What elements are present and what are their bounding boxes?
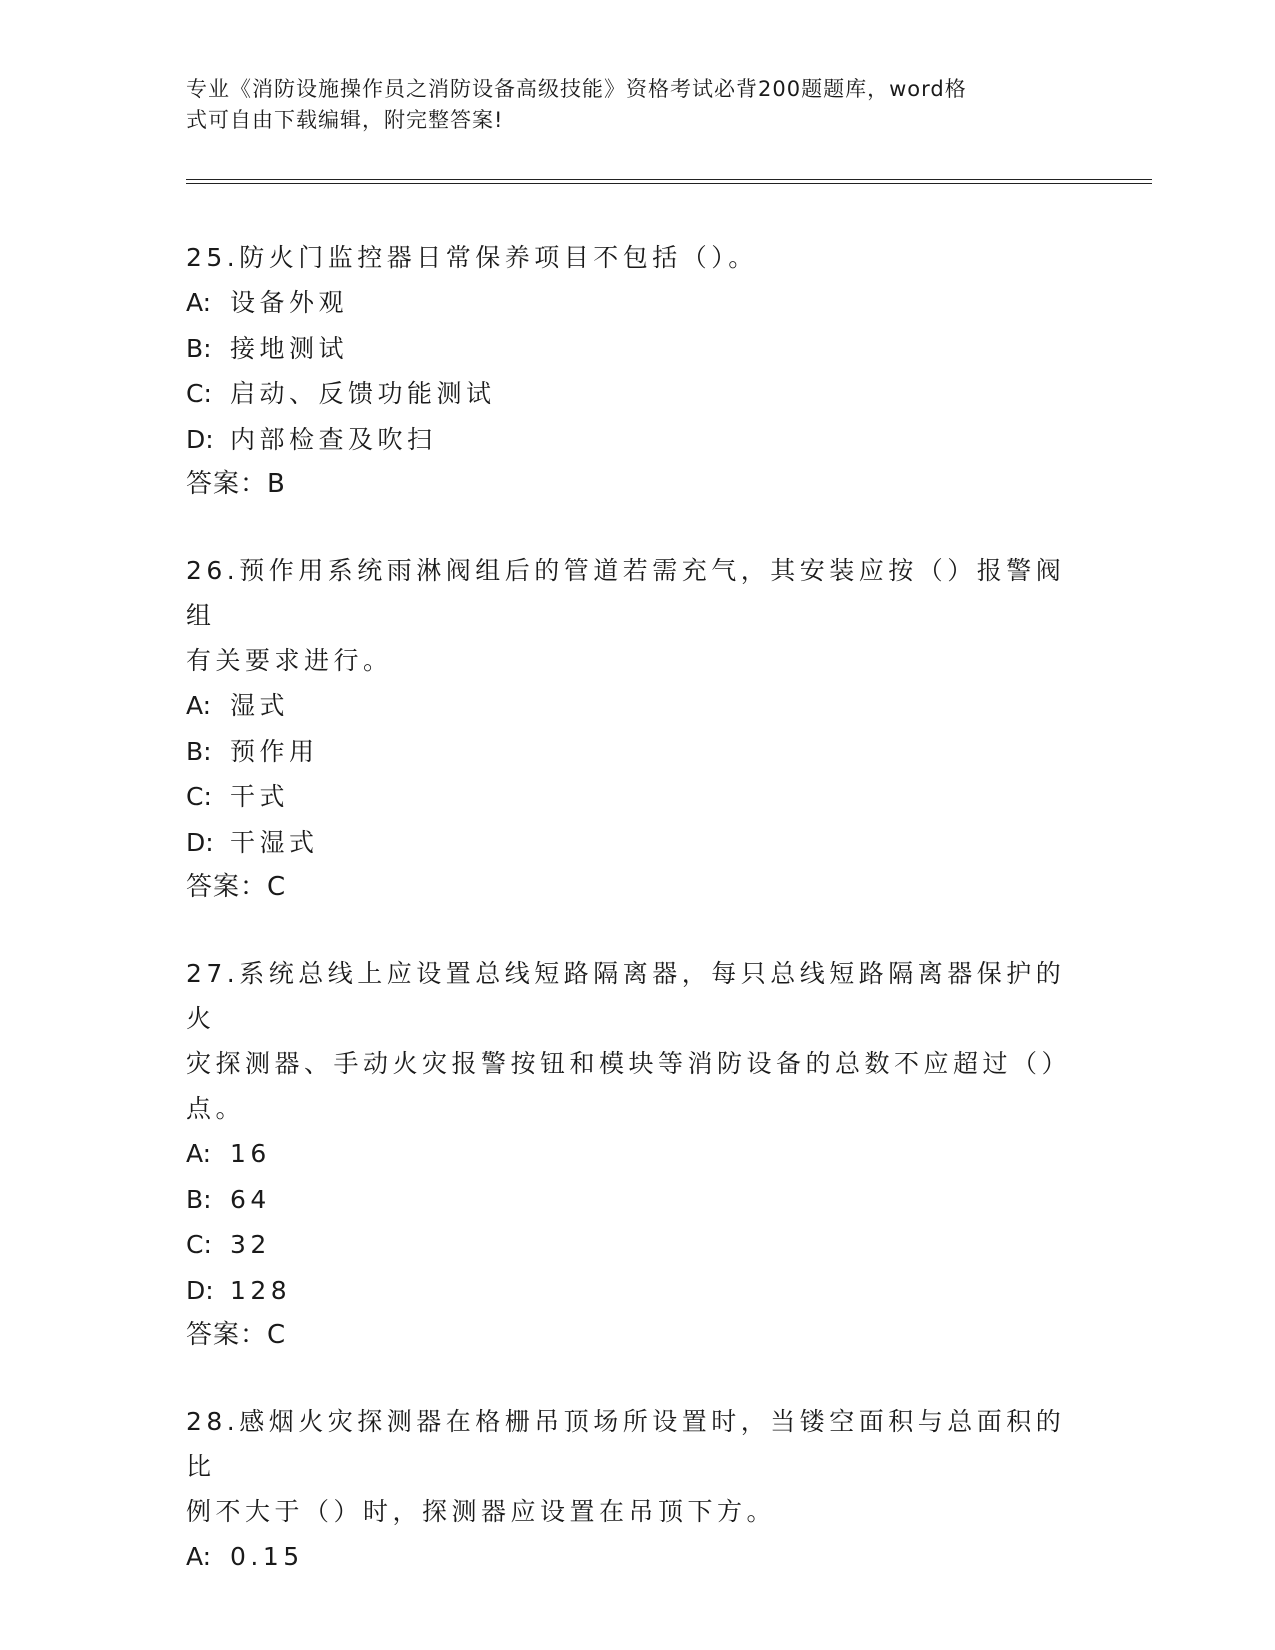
- option-key: A:: [186, 1139, 212, 1168]
- answer-line: 答案：B: [186, 469, 286, 499]
- document-header: [186, 74, 1086, 136]
- question-spacer: [186, 909, 1086, 951]
- question-stem-line: 有关要求进行。: [186, 646, 393, 675]
- option-a: [186, 683, 1086, 729]
- option-a: [186, 280, 1086, 326]
- option-text: 128: [230, 1275, 292, 1305]
- option-text: 64: [230, 1184, 271, 1214]
- option-text: 干式: [230, 782, 290, 811]
- option-key: D:: [186, 827, 214, 857]
- option-c: [186, 774, 1086, 820]
- option-text: 湿式: [230, 691, 290, 720]
- question-spacer: [186, 506, 1086, 548]
- option-key: A:: [186, 288, 212, 317]
- option-c: [186, 371, 1086, 417]
- question-stem-line: 例不大于（）时，探测器应设置在吊顶下方。: [186, 1497, 777, 1526]
- option-key: B:: [186, 333, 212, 363]
- option-text: 32: [230, 1230, 271, 1259]
- answer-line: 答案：C: [186, 872, 287, 902]
- option-text: 16: [230, 1139, 271, 1168]
- option-b: [186, 326, 1086, 372]
- question-stem-line: 26.预作用系统雨淋阀组后的管道若需充气，其安装应按（）报警阀组: [186, 556, 1066, 630]
- header-divider-bottom: [186, 183, 1152, 184]
- option-text: 启动、反馈功能测试: [230, 379, 496, 408]
- option-key: C:: [186, 379, 212, 408]
- option-text: 0.15: [230, 1542, 304, 1571]
- question-stem-line: 28.感烟火灾探测器在格栅吊顶场所设置时，当镂空面积与总面积的比: [186, 1407, 1066, 1481]
- option-d: [186, 417, 1086, 463]
- header-line-1: 专业《消防设施操作员之消防设备高级技能》资格考试必背200题题库，word格: [186, 77, 967, 101]
- option-a: [186, 1131, 1086, 1177]
- option-key: C:: [186, 1230, 212, 1259]
- option-key: B:: [186, 1184, 212, 1214]
- question-spacer: [186, 1357, 1086, 1399]
- option-key: A:: [186, 691, 212, 720]
- option-b: [186, 1177, 1086, 1223]
- option-a: [186, 1534, 1086, 1580]
- header-divider-top: [186, 179, 1152, 180]
- question-stem-line: 点。: [186, 1094, 246, 1123]
- option-text: 预作用: [230, 736, 319, 766]
- option-key: D:: [186, 1275, 214, 1305]
- option-text: 内部检查及吹扫: [230, 424, 437, 454]
- question-27: [186, 951, 1086, 1357]
- option-b: [186, 729, 1086, 775]
- answer-line: 答案：C: [186, 1320, 287, 1350]
- option-text: 接地测试: [230, 333, 349, 363]
- option-key: A:: [186, 1542, 212, 1571]
- question-list: [186, 235, 1086, 1580]
- question-25: [186, 235, 1086, 506]
- option-text: 设备外观: [230, 288, 349, 317]
- question-28: [186, 1399, 1086, 1580]
- option-c: [186, 1222, 1086, 1268]
- option-d: [186, 820, 1086, 866]
- option-d: [186, 1268, 1086, 1314]
- header-line-2: 式可自由下载编辑，附完整答案!: [186, 108, 504, 132]
- option-text: 干湿式: [230, 827, 319, 857]
- option-key: C:: [186, 782, 212, 811]
- question-stem-line: 灾探测器、手动火灾报警按钮和模块等消防设备的总数不应超过（）: [186, 1049, 1072, 1078]
- question-26: [186, 548, 1086, 909]
- question-stem-line: 25.防火门监控器日常保养项目不包括（）。: [186, 243, 758, 272]
- question-stem-line: 27.系统总线上应设置总线短路隔离器，每只总线短路隔离器保护的火: [186, 959, 1066, 1033]
- option-key: B:: [186, 736, 212, 766]
- option-key: D:: [186, 424, 214, 454]
